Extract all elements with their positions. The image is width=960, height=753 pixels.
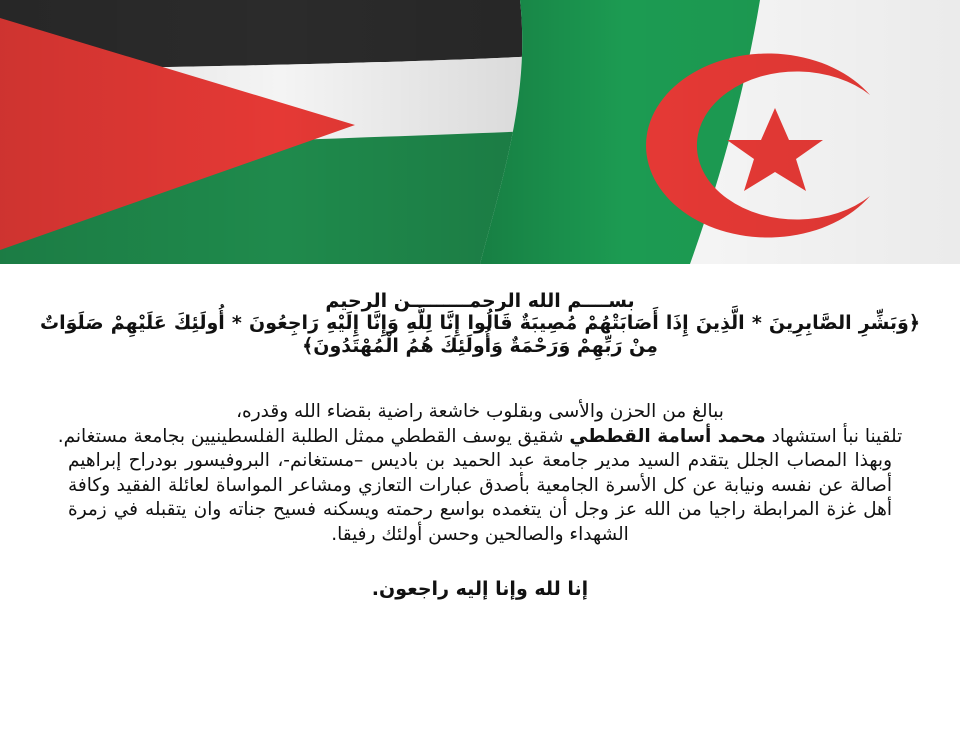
intro-line: ببالغ من الحزن والأسى وبقلوب خاشعة راضية بقضاء الله وقدره، xyxy=(236,401,724,422)
quran-verse: ﴿وَبَشِّرِ الصَّابِرِينَ * الَّذِينَ إِذَا أَصَابَتْهُمْ مُصِيبَةٌ قَالُوا إِنَّا لِلَّهِ وَإِنَّا إِلَيْهِ رَاجِعُونَ * أُولَئِكَ عَلَيْهِمْ صَلَوَاتٌ مِنْ رَبِّهِمْ وَرَحْمَةٌ وَأُولَئِكَ هُمُ الْمُهْتَدُونَ﴾ xyxy=(40,312,920,357)
algeria-flag xyxy=(480,0,960,264)
announcement-suffix: شقيق يوسف القططي ممثل الطلبة الفلسطينيين بجامعة مستغانم. xyxy=(57,425,564,447)
announcement xyxy=(40,425,920,450)
flags-illustration xyxy=(0,0,960,264)
flags-banner xyxy=(0,0,960,264)
condolence-paragraph: وبهذا المصاب الجلل يتقدم السيد مدير جامعة عبد الحميد بن باديس –مستغانم-، البروفيسور بودراح إبراهيم أصالة عن نفسه ونيابة عن كل الأسرة الجامعية بأصدق عبارات التعازي ومشاعر المواساة لعائلة الفقيد وكافة أهل غزة المرابطة راجيا من الله عز وجل أن يتغمده بواسع رحمته ويسكنه فسيح جناته وان يتقبله في زمرة الشهداء والصالحين وحسن أولئك رفيقا. xyxy=(68,450,892,545)
condolence-body xyxy=(40,400,920,547)
closing-line: إنا لله وإنا إليه راجعون. xyxy=(371,578,589,600)
basmala: بســــم الله الرحمـــــــــن الرحيم xyxy=(325,290,635,312)
palestine-flag xyxy=(0,0,560,264)
condolence-text xyxy=(40,290,920,620)
martyr-name: محمد أسامة القططي xyxy=(569,425,766,447)
announcement-prefix: تلقينا نبأ استشهاد xyxy=(771,425,903,447)
